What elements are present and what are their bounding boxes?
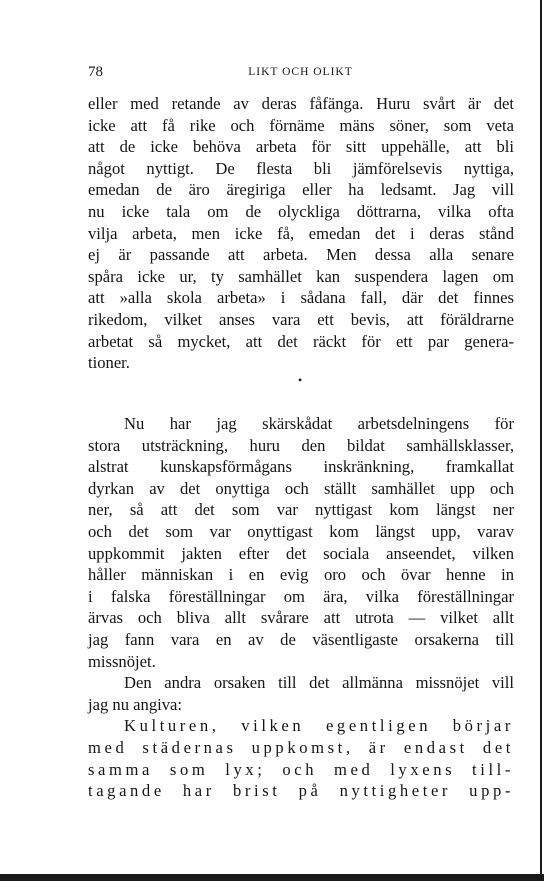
text-line: jag nu angiva: [88,694,183,714]
text-line: och det som var onyttigast kom längst upp, varav [88,521,514,541]
text-line: icke att få rike och förnäme mäns söner, som veta [88,115,514,135]
text-line: arbetat så mycket, att det räckt för ett par genera- [88,331,514,351]
scan-edge-bottom [0,874,544,881]
text-line: ner, så att det som var nyttigast kom längst ner [88,500,514,520]
text-line: spåra icke ur, ty samhället kan suspendera lagen om [88,266,514,286]
text-line: alstrat kunskapsförmågans inskränkning, framkallat [88,457,514,477]
paragraph-1 [88,93,514,374]
text-line: jag fann vara en av de väsentligaste orsakerna till [88,629,514,649]
text-line: något nyttigt. De flesta bli jämförelsevis nyttiga, [88,158,514,178]
body-text-bottom [88,413,514,802]
text-line: stora utsträckning, huru den bildat samhällsklasser, [88,435,514,455]
text-line: rikedom, vilket anses vara ett bevis, att föräldrarne [88,309,514,329]
paragraph-2 [88,413,514,672]
text-line: tagande har brist på nyttigheter upp- [88,781,514,801]
text-line: eller med retande av deras fåfänga. Huru svårt är det [88,94,514,113]
text-line: emedan de äro äregiriga eller ha ledsamt. Jag vill [88,180,514,200]
text-line: med städernas uppkomst, är endast det [88,737,514,757]
text-line: ej är passande att arbeta. Men dessa alla senare [88,245,514,265]
text-line: håller människan i en evig oro och övar henne in [88,565,514,585]
text-line: samma som lyx; och med lyxens till- [88,759,514,779]
text-line: missnöjet. [88,651,156,671]
text-line: uppkommit jakten efter det sociala anseendet, vilken [88,543,514,563]
text-line: tioner. [88,353,130,373]
text-line: att de icke behöva arbeta för sitt uppehälle, att bli [88,137,514,157]
text-line: vilja arbeta, men icke få, emedan det i deras stånd [88,223,514,243]
running-title: LIKT OCH OLIKT [248,66,353,78]
text-line: Kulturen, vilken egentligen börjar [124,716,514,736]
paragraph-4-spaced [88,715,514,801]
text-line: Nu har jag skärskådat arbetsdelningens för [124,414,514,433]
text-line: nu icke tala om de olyckliga döttrarna, vilka ofta [88,201,514,221]
page-header [88,64,513,84]
text-line: ärvas och bliva allt svårare att utrota — vilket allt [88,608,514,628]
scan-edge-right [540,0,542,881]
section-separator-dot: • [298,373,303,387]
body-text-top [88,93,514,374]
text-line: att »alla skola arbeta» i sådana fall, där det finnes [88,288,514,308]
page-number: 78 [88,64,103,80]
text-line: dyrkan av det onyttiga och ställt samhället upp och [88,478,514,498]
paragraph-3 [88,672,514,715]
text-line: Den andra orsaken till det allmänna missnöjet vill [124,673,514,693]
text-line: i falska föreställningar om ära, vilka föreställningar [88,586,514,606]
